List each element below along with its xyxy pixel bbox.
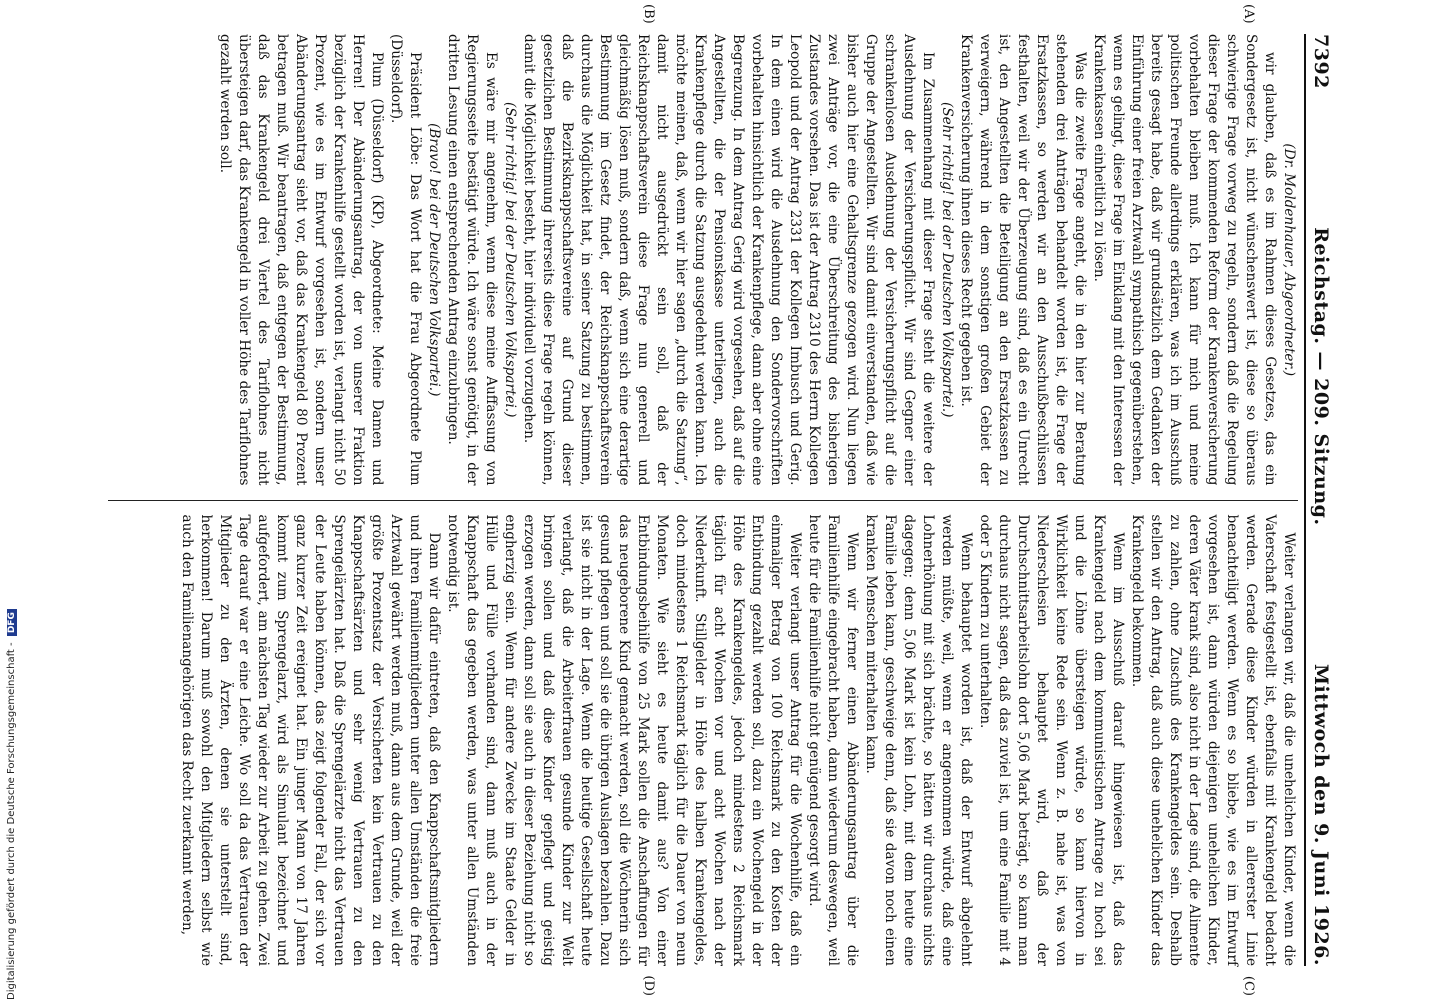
paragraph: Dann wir dafür eintreten, daß den Knappschaftsmitgliedern und ihren Familienmitgliedern unter allen Umständen die freie Arztwahl gewährt werden muß, dann aus dem Grunde, weil der größte Prozentsatz der Versicherten kein Vertrauen zu den Knappschaftsärzten und sehr wenig Vertrauen zu den Sprengelärzten hat. Daß die Sprengelärzte nicht das Vertrauen der Leute haben können, das zeigt folgender Fall, der sich vor ganz kurzer Zeit ereignet hat. Ein junger Mann von 17 Jahren kommt zum Sprengelarzt, wird als Simulant bezeichnet und aufgefordert, am nächsten Tag wieder zur Arbeit zu gehen. Zwei Tage darauf war er eine Leiche. Wo soll da das Vertrauen der Mitglieder zu den Ärzten, denen sie unterstellt sind, herkommen! Darum muß sowohl den Mitgliedern selbst wie auch den Familienangehörigen das Recht zuerkannt werden, (179, 514, 442, 966)
paragraph: Was die zweite Frage angeht, die in den hier zur Beratung stehenden drei Anträgen behandelt worden ist, die Frage der Ersatzkassen, so werden wir an den Ausschußbeschlüssen festhalten, weil wir der Überzeugung sind, daß es ein Unrecht ist, den Angestellten die Beteiligung an den Ersatzkassen zu verweigern, während in dem sonstigen großen Gebiet der Krankenversicherung ihnen dieses Recht gegeben ist. (958, 34, 1088, 486)
interjection: (Sehr richtig! bei der Deutschen Volkspartei.) (939, 102, 955, 418)
page-header (1304, 34, 1332, 966)
paragraph: Wenn im Ausschuß darauf hingewiesen ist, daß das Krankengeld nach dem kommunistischen Antrage zu hoch sei und die Löhne übersteigen würde, so kann hiervon in Wirklichkeit keine Rede sein. Wenn z. B. nahe ist, was von Niederschlesien behauptet wird, daß der Durchschnittsarbeitslohn dort 5,06 Mark beträgt, so kann man durchaus nicht sagen, daß das zuviel ist, um eine Familie mit 4 oder 5 Kindern zu unterhalten. (977, 514, 1126, 966)
left-column (108, 4, 1298, 486)
paragraph: Wenn behauptet worden ist, daß der Entwurf abgelehnt werden müßte, weil, wenn er angenommen würde, daß eine Lohnerhöhung mit sich brächte, so hätten wir durchaus nichts dagegen; denn 5,06 Mark ist kein Lohn, mit dem heute eine Familie leben kann, geschweige denn, daß sie davon noch einen kranken Menschen miterhalten kann. (863, 514, 974, 966)
header-date: Mittwoch den 9. Juni 1926. (1310, 663, 1332, 966)
margin-marker-d: (D) (641, 975, 656, 996)
paragraph: Plum (Düsseldorf) (KP), Abgeordnete: Meine Damen und Herren! Der Abänderungsantrag, der von unserer Fraktion bezüglich der Krankenhilfe gestellt worden ist, verlangt nicht 50 Prozent, wie es im Entwurf vorgesehen ist, sondern unser Abänderungsantrag sieht vor, daß das Krankengeld 80 Prozent betragen muß. Wir beantragen, daß entgegen der Bestimmung, daß das Krankengeld drei Viertel des Tariflohnes nicht übersteigen darf, das Krankengeld in voller Höhe des Tariflohnes gezahlt werden soll. (217, 34, 385, 486)
paragraph: Präsident Löbe: Das Wort hat die Frau Abgeordnete Plum (Düsseldorf). (388, 34, 423, 486)
margin-marker-c: (C) (1241, 975, 1256, 996)
paragraph: Es wäre mir angenehm, wenn diese meine Auffassung von Regierungsseite bestätigt würde. Ich wäre sonst genötigt, in der dritten Lesung einen entsprechenden Antrag einzubringen. (445, 34, 499, 486)
dfg-logo: DFG (7, 609, 17, 636)
interjection: (Sehr richtig! bei der Deutschen Volkspartei.) (502, 102, 518, 418)
rotated-document-page (90, 0, 1340, 1000)
paragraph: Wenn wir ferner einen Abänderungsantrag über die Familienhilfe eingebracht haben, dann wiederum deswegen, weil heute für die Familienhilfe nicht genügend gesorgt wird. (806, 514, 860, 966)
paragraph: Weiter verlangt unser Antrag für die Wochenhilfe, daß ein einmaliger Betrag von 100 Reichsmark zu den Kosten der Entbindung gezahlt werden soll, dazu ein Wochengeld in der Höhe des Krankengeldes, jedoch mindestens 2 Reichsmark täglich für acht Wochen vor und acht Wochen nach der Niederkunft. Stillgelder in Höhe des halben Krankengeldes, doch mindestens 1 Reichsmark täglich für die Dauer von neun Monaten. Wie sieht es heute damit aus? Von einer Entbindungsbeihilfe von 25 Mark sollen die Anschaffungen für das neugeborene Kind gemacht werden, soll die Wöchnerin sich gesund pflegen und soll sie die übrigen Auslagen bezahlen. Dazu ist sie nicht in der Lage. Wenn die heutige Gesellschaft heute verlangt, daß die Arbeiterfrauen gesunde Kinder zur Welt bringen sollen und daß diese Kinder gepflegt und geistig erzogen werden, dann soll sie auch in dieser Beziehung nicht so engherzig sein. Wenn für andere Zwecke im Staate Gelder in Hülle und Fülle vorhanden sind, dann muß auch in der Knappschaft das gegeben werden, was unter allen Umständen notwendig ist. (445, 514, 803, 966)
right-column (108, 514, 1298, 996)
footer-text: Digitalisierung gefördert durch die Deutsche Forschungsgemeinschaft - (6, 642, 17, 1000)
column-divider (108, 500, 1298, 501)
paragraph: wir glauben, daß es im Rahmen dieses Gesetzes, das ein Sondergesetz ist, nicht wünschenswert ist, diese so überaus schwierige Frage vorweg zu regeln, sondern daß die Regelung dieser Frage der kommenden Reform der Krankenversicherung vorbehalten bleiben muß. Ich kann für mich und meine politischen Freunde allerdings erklären, was ich im Ausschuß bereits gesagt habe, daß wir grundsätzlich dem Gedanken der Einführung einer freien Arztwahl sympathisch gegenüberstehen, wenn es gelingt, diese Frage im Einklang mit den Interessen der Krankenkassen einheitlich zu lösen. (1091, 34, 1278, 486)
interjection: (Bravo! bei der Deutschen Volkspartei.) (426, 123, 442, 397)
margin-marker-a: (A) (1241, 4, 1256, 24)
margin-marker-b: (B) (641, 4, 656, 24)
speaker-line: (Dr. Moldenhauer, Abgeordneter.) (1281, 143, 1297, 377)
paragraph: Weiter verlangen wir, daß die unehelichen Kinder, wenn die Vaterschaft festgestellt ist, ebenfalls mit Krankengeld bedacht werden. Gerade diese Kinder würden in allererster Linie benachteiligt werden. Wenn es so bliebe, wie es im Entwurf vorgesehen ist, dann würden diejenigen unehelichen Kinder, deren Väter krank sind, also nicht in der Lage sind, die Alimente zu zahlen, ohne Zuschuß des Krankengeldes sein. Deshalb stellen wir den Antrag, daß auch diese unehelichen Kinder das Krankengeld bekommen. (1129, 514, 1297, 966)
paragraph: Im Zusammenhang mit dieser Frage steht die weitere der Ausdehnung der Versicherungspflicht. Wir sind Gegner einer schrankenlosen Ausdehnung der Versicherungspflicht auf die Gruppe der Angestellten. Wir sind damit einverstanden, daß wie bisher auch hier eine Gehaltsgrenze gezogen wird. Nun liegen zwei Anträge vor, die eine Überschreitung des bisherigen Zustandes vorsehen. Das ist der Antrag 2310 des Herrn Kollegen Leopold und der Antrag 2331 der Kollegen Imbusch und Gerig. In dem einen wird die Ausdehnung den Sondervorschriften vorbehalten hinsichtlich der Krankenpflege, dann aber ohne eine Begrenzung. In dem Antrag Gerig wird vorgesehen, daß auf die Angestellten, die der Pensionskasse unterliegen, auch die Krankenpflege durch die Satzung ausgedehnt werden kann. Ich möchte meinen, daß, wenn wir hier sagen „durch die Satzung“, damit nicht ausgedrückt sein soll, daß der Reichsknappschaftsverein diese Frage nun generell und gleichmäßig lösen muß, sondern daß, wenn sich eine derartige Bestimmung im Gesetz findet, der Reichsknappschaftsverein durchaus die Möglichkeit hat, in seiner Satzung zu bestimmen, daß die Bezirksknappschaftsvereine auf Grund dieser gesetzlichen Bestimmung ihrerseits diese Frage regeln können, damit die Möglichkeit besteht, hier individuell vorzugehen. (521, 34, 936, 486)
page-number: 7392 (1310, 34, 1332, 89)
digitization-footer (6, 609, 17, 1000)
header-title: Reichstag. — 209. Sitzung. (1310, 227, 1332, 526)
